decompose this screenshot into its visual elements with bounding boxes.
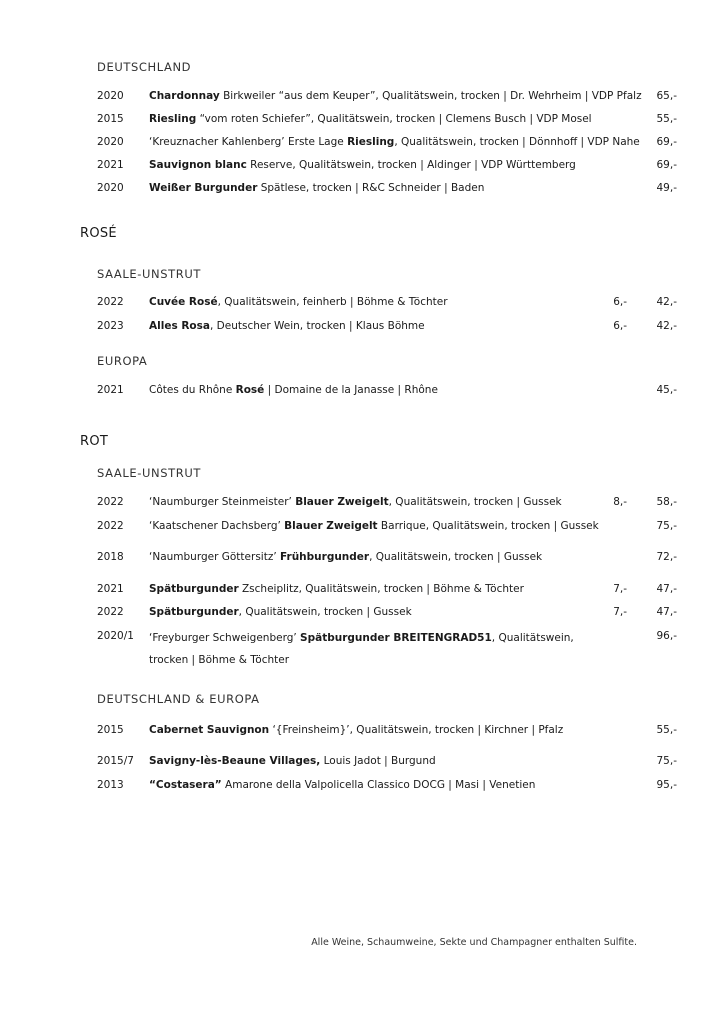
glass-price: 8,-	[613, 496, 627, 508]
category-heading-rot: ROT	[80, 434, 109, 449]
glass-price: 7,-	[613, 583, 627, 595]
bottle-price: 69,-	[656, 159, 677, 171]
wine-row	[0, 606, 724, 622]
bottle-price: 69,-	[656, 136, 677, 148]
section-heading-deutschland-europa: DEUTSCHLAND & EUROPA	[97, 692, 260, 706]
wine-year: 2022	[97, 606, 124, 618]
wine-row	[0, 779, 724, 795]
wine-year: 2020	[97, 90, 124, 102]
bottle-price: 58,-	[656, 496, 677, 508]
wine-row	[0, 520, 724, 536]
section-heading-europa: EUROPA	[97, 354, 148, 368]
wine-row	[0, 583, 724, 599]
wine-row	[0, 90, 724, 106]
wine-row	[0, 384, 724, 400]
wine-row	[0, 159, 724, 175]
wine-year: 2021	[97, 384, 124, 396]
wine-year: 2020	[97, 136, 124, 148]
wine-row	[0, 724, 724, 740]
wine-description: ‘Freyburger Schweigenberg’ Spätburgunder BREITENGRAD51, Qualitätswein, trocken | Böhme & Töchter	[149, 632, 574, 666]
bottle-price: 49,-	[656, 182, 677, 194]
section-heading-saale-unstrut: SAALE-UNSTRUT	[97, 466, 201, 480]
wine-description: Savigny-lès-Beaune Villages, Louis Jadot | Burgund	[149, 755, 436, 767]
bottle-price: 55,-	[656, 724, 677, 736]
wine-description: Cabernet Sauvignon ‘{Freinsheim}’, Qualitätswein, trocken | Kirchner | Pfalz	[149, 724, 564, 736]
wine-description: Côtes du Rhône Rosé | Domaine de la Janasse | Rhône	[149, 384, 438, 396]
wine-row	[0, 136, 724, 152]
bottle-price: 47,-	[656, 583, 677, 595]
wine-row	[0, 630, 724, 670]
wine-row	[0, 182, 724, 198]
wine-description: Alles Rosa, Deutscher Wein, trocken | Klaus Böhme	[149, 320, 425, 332]
wine-year: 2022	[97, 296, 124, 308]
wine-description: Chardonnay Birkweiler “aus dem Keuper”, Qualitätswein, trocken | Dr. Wehrheim | VDP Pfalz	[149, 90, 642, 102]
wine-row	[0, 113, 724, 129]
wine-year: 2013	[97, 779, 124, 791]
wine-year: 2021	[97, 583, 124, 595]
bottle-price: 55,-	[656, 113, 677, 125]
wine-description: Cuvée Rosé, Qualitätswein, feinherb | Böhme & Töchter	[149, 296, 448, 308]
sulfite-footnote: Alle Weine, Schaumweine, Sekte und Champagner enthalten Sulfite.	[311, 937, 637, 948]
bottle-price: 42,-	[656, 296, 677, 308]
category-heading-rose: ROSÉ	[80, 226, 117, 241]
wine-description: ‘Naumburger Steinmeister’ Blauer Zweigelt, Qualitätswein, trocken | Gussek	[149, 496, 562, 508]
section-heading-saale-unstrut: SAALE-UNSTRUT	[97, 267, 201, 281]
wine-year: 2023	[97, 320, 124, 332]
bottle-price: 65,-	[656, 90, 677, 102]
glass-price: 7,-	[613, 606, 627, 618]
wine-year: 2018	[97, 551, 124, 563]
bottle-price: 72,-	[656, 551, 677, 563]
wine-year: 2015	[97, 113, 124, 125]
wine-description: Spätburgunder Zscheiplitz, Qualitätswein, trocken | Böhme & Töchter	[149, 583, 524, 595]
glass-price: 6,-	[613, 320, 627, 332]
bottle-price: 75,-	[656, 755, 677, 767]
wine-year: 2020	[97, 182, 124, 194]
wine-description: Riesling “vom roten Schiefer”, Qualitätswein, trocken | Clemens Busch | VDP Mosel	[149, 113, 592, 125]
wine-description: ‘Kaatschener Dachsberg’ Blauer Zweigelt Barrique, Qualitätswein, trocken | Gussek	[149, 520, 599, 532]
wine-year: 2022	[97, 520, 124, 532]
bottle-price: 47,-	[656, 606, 677, 618]
glass-price: 6,-	[613, 296, 627, 308]
wine-description: ‘Kreuznacher Kahlenberg’ Erste Lage Riesling, Qualitätswein, trocken | Dönnhoff | VDP Nahe	[149, 136, 640, 148]
wine-description: “Costasera” Amarone della Valpolicella Classico DOCG | Masi | Venetien	[149, 779, 536, 791]
bottle-price: 42,-	[656, 320, 677, 332]
wine-row	[0, 320, 724, 336]
wine-row	[0, 755, 724, 771]
section-heading-deutschland: DEUTSCHLAND	[97, 60, 192, 74]
wine-description: Sauvignon blanc Reserve, Qualitätswein, trocken | Aldinger | VDP Württemberg	[149, 159, 576, 171]
wine-row	[0, 496, 724, 512]
bottle-price: 96,-	[656, 630, 677, 642]
bottle-price: 75,-	[656, 520, 677, 532]
wine-year: 2020/1	[97, 630, 134, 642]
wine-year: 2021	[97, 159, 124, 171]
wine-description: ‘Naumburger Göttersitz’ Frühburgunder, Qualitätswein, trocken | Gussek	[149, 551, 543, 563]
wine-year: 2022	[97, 496, 124, 508]
wine-row	[0, 551, 724, 567]
wine-description: Weißer Burgunder Spätlese, trocken | R&C Schneider | Baden	[149, 182, 485, 194]
wine-row	[0, 296, 724, 312]
wine-description: Spätburgunder, Qualitätswein, trocken | Gussek	[149, 606, 412, 618]
wine-year: 2015/7	[97, 755, 134, 767]
wine-year: 2015	[97, 724, 124, 736]
bottle-price: 45,-	[656, 384, 677, 396]
bottle-price: 95,-	[656, 779, 677, 791]
